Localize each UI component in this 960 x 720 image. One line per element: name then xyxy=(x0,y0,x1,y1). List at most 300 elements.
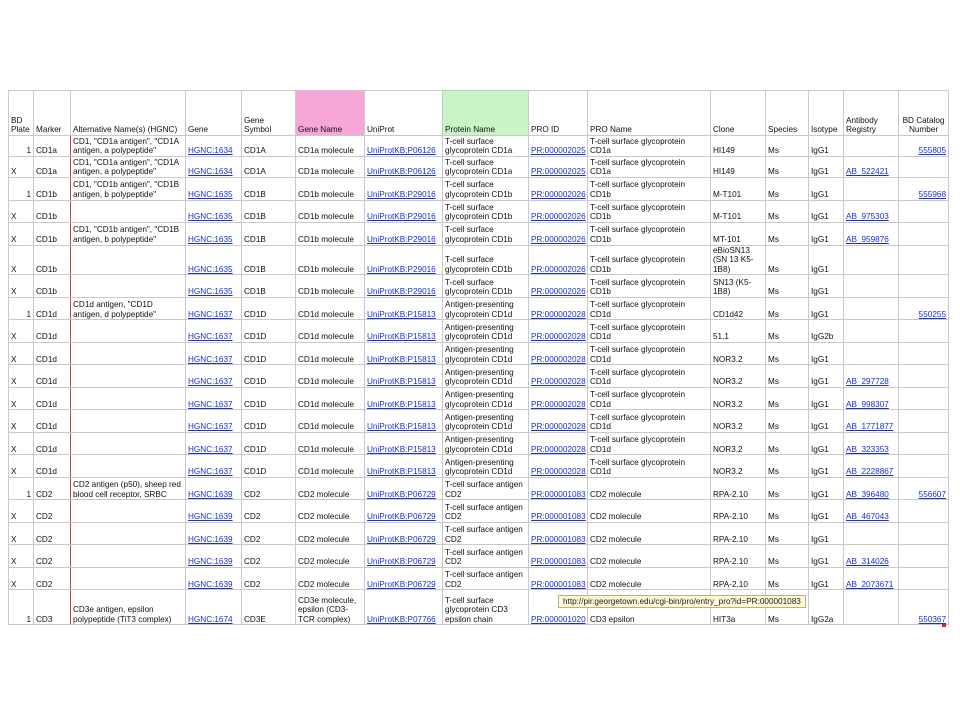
cell-uniprot-link[interactable] xyxy=(365,500,443,523)
cell-isotype[interactable]: IgG1 xyxy=(809,365,844,388)
cell-antibody-registry-link[interactable] xyxy=(844,342,899,365)
cell-clone[interactable]: RPA-2.10 xyxy=(711,477,766,500)
cell-species[interactable]: Ms xyxy=(766,157,809,178)
antibody-registry-link[interactable]: AB_522421 xyxy=(846,167,889,177)
cell-antibody-registry-link[interactable] xyxy=(844,567,899,590)
gene-link[interactable]: HGNC:1639 xyxy=(188,512,233,522)
cell-gene-symbol[interactable]: CD1B xyxy=(242,275,296,298)
cell-uniprot-link[interactable] xyxy=(365,178,443,201)
cell-gene-link[interactable] xyxy=(186,157,242,178)
cell-marker[interactable]: CD1b xyxy=(34,275,71,298)
pro-id-link[interactable]: PR:000002028 xyxy=(531,422,586,432)
cell-pro-id-link[interactable] xyxy=(529,245,588,275)
cell-clone[interactable]: MT-101 xyxy=(711,223,766,246)
cell-species[interactable]: Ms xyxy=(766,320,809,343)
cell-gene-name[interactable]: CD2 molecule xyxy=(296,477,365,500)
pro-id-link[interactable]: PR:000001083 xyxy=(531,579,586,589)
cell-gene-symbol[interactable]: CD1B xyxy=(242,178,296,201)
cell-clone[interactable]: RPA-2.10 xyxy=(711,500,766,523)
cell-bd-catalog-link[interactable] xyxy=(899,455,949,478)
cell-bd-catalog-link[interactable] xyxy=(899,223,949,246)
cell-bd-catalog-link[interactable] xyxy=(899,342,949,365)
gene-link[interactable]: HGNC:1634 xyxy=(188,146,233,156)
cell-protein-name[interactable]: Antigen-presenting glycoprotein CD1d xyxy=(443,342,529,365)
cell-isotype[interactable]: IgG1 xyxy=(809,567,844,590)
cell-pro-name[interactable]: CD2 molecule xyxy=(588,545,711,568)
cell-pro-name[interactable]: T-cell surface glycoprotein CD1b xyxy=(588,275,711,298)
cell-bd-catalog-link[interactable] xyxy=(899,320,949,343)
cell-bd-catalog-link[interactable] xyxy=(899,410,949,433)
cell-pro-id-link[interactable] xyxy=(529,432,588,455)
cell-uniprot-link[interactable] xyxy=(365,297,443,320)
cell-isotype[interactable]: IgG1 xyxy=(809,178,844,201)
cell-bd-catalog-link[interactable] xyxy=(899,275,949,298)
header-gene[interactable]: Gene xyxy=(186,91,242,136)
cell-gene-symbol[interactable]: CD1D xyxy=(242,432,296,455)
cell-bd-catalog-link[interactable] xyxy=(899,178,949,201)
uniprot-link[interactable]: UniProtKB:P29016 xyxy=(367,189,436,199)
gene-link[interactable]: HGNC:1639 xyxy=(188,534,233,544)
gene-link[interactable]: HGNC:1639 xyxy=(188,579,233,589)
cell-protein-name[interactable]: T-cell surface glycoprotein CD1a xyxy=(443,157,529,178)
uniprot-link[interactable]: UniProtKB:P29016 xyxy=(367,287,436,297)
cell-species[interactable]: Ms xyxy=(766,136,809,157)
cell-gene-symbol[interactable]: CD3E xyxy=(242,590,296,625)
cell-isotype[interactable]: IgG1 xyxy=(809,545,844,568)
cell-bd-catalog-link[interactable] xyxy=(899,387,949,410)
cell-gene-symbol[interactable]: CD1D xyxy=(242,342,296,365)
cell-bd-catalog-link[interactable] xyxy=(899,432,949,455)
cell-bd-catalog-link[interactable] xyxy=(899,200,949,223)
antibody-registry-link[interactable]: AB_396480 xyxy=(846,489,889,499)
cell-pro-id-link[interactable] xyxy=(529,320,588,343)
cell-pro-id-link[interactable] xyxy=(529,545,588,568)
cell-gene-link[interactable] xyxy=(186,365,242,388)
cell-bd-catalog-link[interactable] xyxy=(899,477,949,500)
cell-marker[interactable]: CD2 xyxy=(34,477,71,500)
cell-antibody-registry-link[interactable] xyxy=(844,365,899,388)
gene-link[interactable]: HGNC:1639 xyxy=(188,557,233,567)
cell-pro-id-link[interactable] xyxy=(529,477,588,500)
cell-gene-name[interactable]: CD1a molecule xyxy=(296,136,365,157)
gene-link[interactable]: HGNC:1637 xyxy=(188,377,233,387)
header-gene-symbol[interactable]: Gene Symbol xyxy=(242,91,296,136)
cell-clone[interactable]: NOR3.2 xyxy=(711,455,766,478)
cell-antibody-registry-link[interactable] xyxy=(844,157,899,178)
cell-gene-name[interactable]: CD2 molecule xyxy=(296,522,365,545)
cell-antibody-registry-link[interactable] xyxy=(844,178,899,201)
cell-alt-names[interactable]: CD1, "CD1b antigen", "CD1B antigen, b polypeptide" xyxy=(71,178,186,201)
cell-protein-name[interactable]: Antigen-presenting glycoprotein CD1d xyxy=(443,410,529,433)
cell-species[interactable]: Ms xyxy=(766,590,809,625)
cell-gene-link[interactable] xyxy=(186,223,242,246)
cell-uniprot-link[interactable] xyxy=(365,590,443,625)
cell-uniprot-link[interactable] xyxy=(365,455,443,478)
cell-marker[interactable]: CD1d xyxy=(34,410,71,433)
pro-id-link[interactable]: PR:000002028 xyxy=(531,444,586,454)
cell-alt-names[interactable] xyxy=(71,387,186,410)
cell-marker[interactable]: CD2 xyxy=(34,567,71,590)
cell-pro-name[interactable]: CD2 molecule xyxy=(588,567,711,590)
cell-pro-name[interactable]: CD3 epsilon xyxy=(588,590,711,625)
cell-marker[interactable]: CD1a xyxy=(34,157,71,178)
cell-gene-link[interactable] xyxy=(186,297,242,320)
cell-marker[interactable]: CD1d xyxy=(34,342,71,365)
cell-bd-plate[interactable]: X xyxy=(9,567,34,590)
cell-bd-catalog-link[interactable] xyxy=(899,245,949,275)
cell-uniprot-link[interactable] xyxy=(365,223,443,246)
pro-id-link[interactable]: PR:000002028 xyxy=(531,467,586,477)
cell-isotype[interactable]: IgG1 xyxy=(809,522,844,545)
cell-clone[interactable]: HIT3a xyxy=(711,590,766,625)
pro-id-link[interactable]: PR:000002026 xyxy=(531,212,586,222)
cell-alt-names[interactable]: CD3e antigen, epsilon polypeptide (TiT3 complex) xyxy=(71,590,186,625)
antibody-registry-link[interactable]: AB_2073671 xyxy=(846,579,894,589)
cell-gene-symbol[interactable]: CD1A xyxy=(242,157,296,178)
cell-gene-name[interactable]: CD2 molecule xyxy=(296,567,365,590)
cell-bd-plate[interactable]: 1 xyxy=(9,178,34,201)
antibody-registry-link[interactable]: AB_467043 xyxy=(846,512,889,522)
cell-species[interactable]: Ms xyxy=(766,477,809,500)
cell-species[interactable]: Ms xyxy=(766,567,809,590)
cell-isotype[interactable]: IgG1 xyxy=(809,410,844,433)
antibody-registry-link[interactable]: AB_2228867 xyxy=(846,467,894,477)
cell-uniprot-link[interactable] xyxy=(365,477,443,500)
cell-species[interactable]: Ms xyxy=(766,410,809,433)
cell-bd-catalog-link[interactable] xyxy=(899,567,949,590)
cell-isotype[interactable]: IgG1 xyxy=(809,200,844,223)
cell-gene-symbol[interactable]: CD1D xyxy=(242,297,296,320)
gene-link[interactable]: HGNC:1637 xyxy=(188,422,233,432)
bd-catalog-link[interactable]: 556607 xyxy=(918,489,946,499)
cell-gene-symbol[interactable]: CD1B xyxy=(242,200,296,223)
cell-isotype[interactable]: IgG2a xyxy=(809,590,844,625)
gene-link[interactable]: HGNC:1635 xyxy=(188,234,233,244)
gene-link[interactable]: HGNC:1639 xyxy=(188,489,233,499)
cell-gene-link[interactable] xyxy=(186,432,242,455)
header-gene-name[interactable]: Gene Name xyxy=(296,91,365,136)
cell-alt-names[interactable] xyxy=(71,455,186,478)
uniprot-link[interactable]: UniProtKB:P29016 xyxy=(367,212,436,222)
cell-antibody-registry-link[interactable] xyxy=(844,387,899,410)
uniprot-link[interactable]: UniProtKB:P15813 xyxy=(367,309,436,319)
gene-link[interactable]: HGNC:1635 xyxy=(188,212,233,222)
cell-species[interactable]: Ms xyxy=(766,200,809,223)
gene-link[interactable]: HGNC:1637 xyxy=(188,332,233,342)
cell-uniprot-link[interactable] xyxy=(365,410,443,433)
cell-gene-name[interactable]: CD3e molecule, epsilon (CD3-TCR complex) xyxy=(296,590,365,625)
cell-antibody-registry-link[interactable] xyxy=(844,477,899,500)
cell-bd-plate[interactable]: X xyxy=(9,545,34,568)
cell-antibody-registry-link[interactable] xyxy=(844,522,899,545)
uniprot-link[interactable]: UniProtKB:P06729 xyxy=(367,512,436,522)
cell-pro-id-link[interactable] xyxy=(529,567,588,590)
cell-gene-link[interactable] xyxy=(186,567,242,590)
pro-id-link[interactable]: PR:000001083 xyxy=(531,489,586,499)
cell-pro-id-link[interactable] xyxy=(529,365,588,388)
gene-link[interactable]: HGNC:1637 xyxy=(188,354,233,364)
cell-isotype[interactable]: IgG1 xyxy=(809,245,844,275)
header-pro-id[interactable]: PRO ID xyxy=(529,91,588,136)
cell-alt-names[interactable]: CD1, "CD1a antigen", "CD1A antigen, a polypeptide" xyxy=(71,136,186,157)
cell-clone[interactable]: NOR3.2 xyxy=(711,342,766,365)
cell-uniprot-link[interactable] xyxy=(365,522,443,545)
cell-clone[interactable]: NOR3.2 xyxy=(711,410,766,433)
cell-clone[interactable]: HI149 xyxy=(711,136,766,157)
pro-id-link[interactable]: PR:000001020 xyxy=(531,614,586,624)
cell-protein-name[interactable]: T-cell surface glycoprotein CD1b xyxy=(443,223,529,246)
cell-species[interactable]: Ms xyxy=(766,275,809,298)
cell-alt-names[interactable] xyxy=(71,245,186,275)
cell-alt-names[interactable] xyxy=(71,200,186,223)
uniprot-link[interactable]: UniProtKB:P06126 xyxy=(367,146,436,156)
cell-protein-name[interactable]: T-cell surface glycoprotein CD1b xyxy=(443,200,529,223)
cell-pro-name[interactable]: T-cell surface glycoprotein CD1d xyxy=(588,432,711,455)
cell-pro-id-link[interactable] xyxy=(529,455,588,478)
cell-bd-plate[interactable]: 1 xyxy=(9,136,34,157)
cell-bd-catalog-link[interactable] xyxy=(899,545,949,568)
cell-gene-link[interactable] xyxy=(186,477,242,500)
cell-gene-symbol[interactable]: CD1D xyxy=(242,455,296,478)
cell-protein-name[interactable]: T-cell surface antigen CD2 xyxy=(443,522,529,545)
cell-clone[interactable]: NOR3.2 xyxy=(711,432,766,455)
pro-id-link[interactable]: PR:000002026 xyxy=(531,189,586,199)
cell-bd-plate[interactable]: X xyxy=(9,275,34,298)
cell-gene-link[interactable] xyxy=(186,245,242,275)
cell-alt-names[interactable] xyxy=(71,432,186,455)
cell-bd-plate[interactable]: X xyxy=(9,365,34,388)
cell-uniprot-link[interactable] xyxy=(365,245,443,275)
cell-alt-names[interactable]: CD1, "CD1b antigen", "CD1B antigen, b polypeptide" xyxy=(71,223,186,246)
cell-antibody-registry-link[interactable] xyxy=(844,297,899,320)
gene-link[interactable]: HGNC:1635 xyxy=(188,287,233,297)
cell-pro-id-link[interactable] xyxy=(529,522,588,545)
cell-pro-name[interactable]: T-cell surface glycoprotein CD1b xyxy=(588,178,711,201)
cell-gene-link[interactable] xyxy=(186,410,242,433)
pro-id-link[interactable]: PR:000002028 xyxy=(531,332,586,342)
cell-protein-name[interactable]: T-cell surface antigen CD2 xyxy=(443,545,529,568)
cell-protein-name[interactable]: Antigen-presenting glycoprotein CD1d xyxy=(443,387,529,410)
cell-gene-name[interactable]: CD1d molecule xyxy=(296,455,365,478)
pro-id-link[interactable]: PR:000002026 xyxy=(531,234,586,244)
pro-id-link[interactable]: PR:000001083 xyxy=(531,534,586,544)
header-bd-catalog[interactable]: BD Catalog Number xyxy=(899,91,949,136)
uniprot-link[interactable]: UniProtKB:P15813 xyxy=(367,399,436,409)
antibody-registry-link[interactable]: AB_314026 xyxy=(846,557,889,567)
cell-antibody-registry-link[interactable] xyxy=(844,432,899,455)
gene-link[interactable]: HGNC:1637 xyxy=(188,467,233,477)
pro-id-link[interactable]: PR:000002028 xyxy=(531,377,586,387)
gene-link[interactable]: HGNC:1637 xyxy=(188,399,233,409)
cell-protein-name[interactable]: Antigen-presenting glycoprotein CD1d xyxy=(443,432,529,455)
cell-protein-name[interactable]: T-cell surface glycoprotein CD1b xyxy=(443,178,529,201)
cell-clone[interactable]: NOR3.2 xyxy=(711,365,766,388)
cell-species[interactable]: Ms xyxy=(766,522,809,545)
cell-species[interactable]: Ms xyxy=(766,387,809,410)
cell-gene-link[interactable] xyxy=(186,275,242,298)
cell-marker[interactable]: CD1d xyxy=(34,432,71,455)
cell-gene-name[interactable]: CD2 molecule xyxy=(296,500,365,523)
cell-protein-name[interactable]: T-cell surface glycoprotein CD1a xyxy=(443,136,529,157)
cell-species[interactable]: Ms xyxy=(766,245,809,275)
uniprot-link[interactable]: UniProtKB:P15813 xyxy=(367,377,436,387)
cell-gene-name[interactable]: CD1b molecule xyxy=(296,275,365,298)
cell-gene-symbol[interactable]: CD1D xyxy=(242,387,296,410)
cell-alt-names[interactable] xyxy=(71,567,186,590)
cell-protein-name[interactable]: T-cell surface glycoprotein CD1b xyxy=(443,245,529,275)
cell-alt-names[interactable]: CD2 antigen (p50), sheep red blood cell receptor, SRBC xyxy=(71,477,186,500)
cell-gene-link[interactable] xyxy=(186,500,242,523)
cell-pro-id-link[interactable] xyxy=(529,223,588,246)
cell-gene-link[interactable] xyxy=(186,200,242,223)
cell-marker[interactable]: CD1d xyxy=(34,455,71,478)
cell-pro-name[interactable]: T-cell surface glycoprotein CD1d xyxy=(588,387,711,410)
cell-species[interactable]: Ms xyxy=(766,297,809,320)
cell-bd-plate[interactable]: X xyxy=(9,432,34,455)
cell-bd-catalog-link[interactable] xyxy=(899,500,949,523)
cell-protein-name[interactable]: Antigen-presenting glycoprotein CD1d xyxy=(443,455,529,478)
cell-pro-id-link[interactable] xyxy=(529,297,588,320)
pro-id-link[interactable]: PR:000002028 xyxy=(531,354,586,364)
header-alt-names[interactable]: Alternative Name(s) (HGNC) xyxy=(71,91,186,136)
cell-uniprot-link[interactable] xyxy=(365,567,443,590)
cell-marker[interactable]: CD1d xyxy=(34,320,71,343)
cell-isotype[interactable]: IgG1 xyxy=(809,477,844,500)
cell-species[interactable]: Ms xyxy=(766,342,809,365)
cell-pro-name[interactable]: T-cell surface glycoprotein CD1d xyxy=(588,365,711,388)
cell-pro-name[interactable]: T-cell surface glycoprotein CD1d xyxy=(588,410,711,433)
cell-pro-id-link[interactable] xyxy=(529,342,588,365)
header-protein-name[interactable]: Protein Name xyxy=(443,91,529,136)
cell-gene-symbol[interactable]: CD1B xyxy=(242,223,296,246)
cell-pro-id-link[interactable] xyxy=(529,387,588,410)
cell-uniprot-link[interactable] xyxy=(365,545,443,568)
cell-clone[interactable]: RPA-2.10 xyxy=(711,522,766,545)
cell-antibody-registry-link[interactable] xyxy=(844,223,899,246)
cell-bd-plate[interactable]: 1 xyxy=(9,477,34,500)
cell-bd-plate[interactable]: 1 xyxy=(9,590,34,625)
cell-isotype[interactable]: IgG1 xyxy=(809,275,844,298)
cell-isotype[interactable]: IgG1 xyxy=(809,387,844,410)
cell-species[interactable]: Ms xyxy=(766,178,809,201)
cell-protein-name[interactable]: T-cell surface antigen CD2 xyxy=(443,500,529,523)
uniprot-link[interactable]: UniProtKB:P06729 xyxy=(367,557,436,567)
cell-gene-name[interactable]: CD1d molecule xyxy=(296,365,365,388)
cell-pro-name[interactable]: CD2 molecule xyxy=(588,522,711,545)
cell-gene-name[interactable]: CD1b molecule xyxy=(296,200,365,223)
pro-id-link[interactable]: PR:000002028 xyxy=(531,309,586,319)
uniprot-link[interactable]: UniProtKB:P06126 xyxy=(367,167,436,177)
cell-gene-symbol[interactable]: CD1A xyxy=(242,136,296,157)
cell-gene-link[interactable] xyxy=(186,387,242,410)
uniprot-link[interactable]: UniProtKB:P15813 xyxy=(367,332,436,342)
cell-gene-name[interactable]: CD1b molecule xyxy=(296,178,365,201)
cell-bd-plate[interactable]: X xyxy=(9,223,34,246)
cell-pro-id-link[interactable] xyxy=(529,157,588,178)
cell-species[interactable]: Ms xyxy=(766,365,809,388)
cell-isotype[interactable]: IgG1 xyxy=(809,432,844,455)
cell-bd-catalog-link[interactable] xyxy=(899,136,949,157)
cell-bd-plate[interactable]: X xyxy=(9,320,34,343)
cell-uniprot-link[interactable] xyxy=(365,432,443,455)
cell-antibody-registry-link[interactable] xyxy=(844,245,899,275)
cell-antibody-registry-link[interactable] xyxy=(844,545,899,568)
cell-clone[interactable]: SN13 (K5-1B8) xyxy=(711,275,766,298)
cell-isotype[interactable]: IgG1 xyxy=(809,297,844,320)
cell-protein-name[interactable]: T-cell surface glycoprotein CD3 epsilon chain xyxy=(443,590,529,625)
cell-clone[interactable]: HI149 xyxy=(711,157,766,178)
cell-antibody-registry-link[interactable] xyxy=(844,275,899,298)
cell-gene-link[interactable] xyxy=(186,178,242,201)
cell-gene-name[interactable]: CD1b molecule xyxy=(296,245,365,275)
cell-species[interactable]: Ms xyxy=(766,223,809,246)
antibody-registry-link[interactable]: AB_959876 xyxy=(846,234,889,244)
header-clone[interactable]: Clone xyxy=(711,91,766,136)
cell-gene-name[interactable]: CD1a molecule xyxy=(296,157,365,178)
cell-protein-name[interactable]: T-cell surface glycoprotein CD1b xyxy=(443,275,529,298)
cell-isotype[interactable]: IgG1 xyxy=(809,455,844,478)
header-isotype[interactable]: Isotype xyxy=(809,91,844,136)
cell-gene-name[interactable]: CD1d molecule xyxy=(296,432,365,455)
cell-antibody-registry-link[interactable] xyxy=(844,590,899,625)
cell-marker[interactable]: CD1b xyxy=(34,200,71,223)
cell-gene-name[interactable]: CD1d molecule xyxy=(296,410,365,433)
cell-clone[interactable]: NOR3.2 xyxy=(711,387,766,410)
cell-marker[interactable]: CD1d xyxy=(34,297,71,320)
cell-alt-names[interactable] xyxy=(71,320,186,343)
cell-marker[interactable]: CD3 xyxy=(34,590,71,625)
cell-uniprot-link[interactable] xyxy=(365,342,443,365)
cell-isotype[interactable]: IgG1 xyxy=(809,157,844,178)
cell-alt-names[interactable]: CD1, "CD1a antigen", "CD1A antigen, a polypeptide" xyxy=(71,157,186,178)
cell-bd-catalog-link[interactable] xyxy=(899,297,949,320)
cell-pro-name[interactable]: T-cell surface glycoprotein CD1b xyxy=(588,200,711,223)
cell-antibody-registry-link[interactable] xyxy=(844,320,899,343)
cell-species[interactable]: Ms xyxy=(766,545,809,568)
gene-link[interactable]: HGNC:1635 xyxy=(188,189,233,199)
cell-pro-name[interactable]: T-cell surface glycoprotein CD1d xyxy=(588,297,711,320)
header-marker[interactable]: Marker xyxy=(34,91,71,136)
gene-link[interactable]: HGNC:1637 xyxy=(188,444,233,454)
cell-clone[interactable]: M-T101 xyxy=(711,178,766,201)
cell-gene-link[interactable] xyxy=(186,522,242,545)
cell-alt-names[interactable] xyxy=(71,275,186,298)
cell-uniprot-link[interactable] xyxy=(365,365,443,388)
cell-protein-name[interactable]: Antigen-presenting glycoprotein CD1d xyxy=(443,365,529,388)
cell-alt-names[interactable] xyxy=(71,365,186,388)
cell-marker[interactable]: CD1b xyxy=(34,223,71,246)
cell-gene-link[interactable] xyxy=(186,320,242,343)
cell-bd-plate[interactable]: X xyxy=(9,500,34,523)
cell-clone[interactable]: eBioSN13 (SN 13 K5-1B8) xyxy=(711,245,766,275)
cell-marker[interactable]: CD2 xyxy=(34,500,71,523)
cell-alt-names[interactable] xyxy=(71,342,186,365)
cell-gene-name[interactable]: CD2 molecule xyxy=(296,545,365,568)
cell-gene-name[interactable]: CD1d molecule xyxy=(296,297,365,320)
cell-uniprot-link[interactable] xyxy=(365,275,443,298)
cell-alt-names[interactable] xyxy=(71,545,186,568)
cell-alt-names[interactable] xyxy=(71,500,186,523)
bd-catalog-link[interactable]: 550255 xyxy=(918,309,946,319)
pro-id-link[interactable]: PR:000002025 xyxy=(531,146,586,156)
bd-catalog-link[interactable]: 550367 xyxy=(918,614,946,624)
cell-antibody-registry-link[interactable] xyxy=(844,500,899,523)
cell-protein-name[interactable]: Antigen-presenting glycoprotein CD1d xyxy=(443,320,529,343)
cell-bd-plate[interactable]: X xyxy=(9,410,34,433)
pro-id-link[interactable]: PR:000002026 xyxy=(531,264,586,274)
cell-pro-id-link[interactable] xyxy=(529,136,588,157)
pro-id-link[interactable]: PR:000001083 xyxy=(531,557,586,567)
